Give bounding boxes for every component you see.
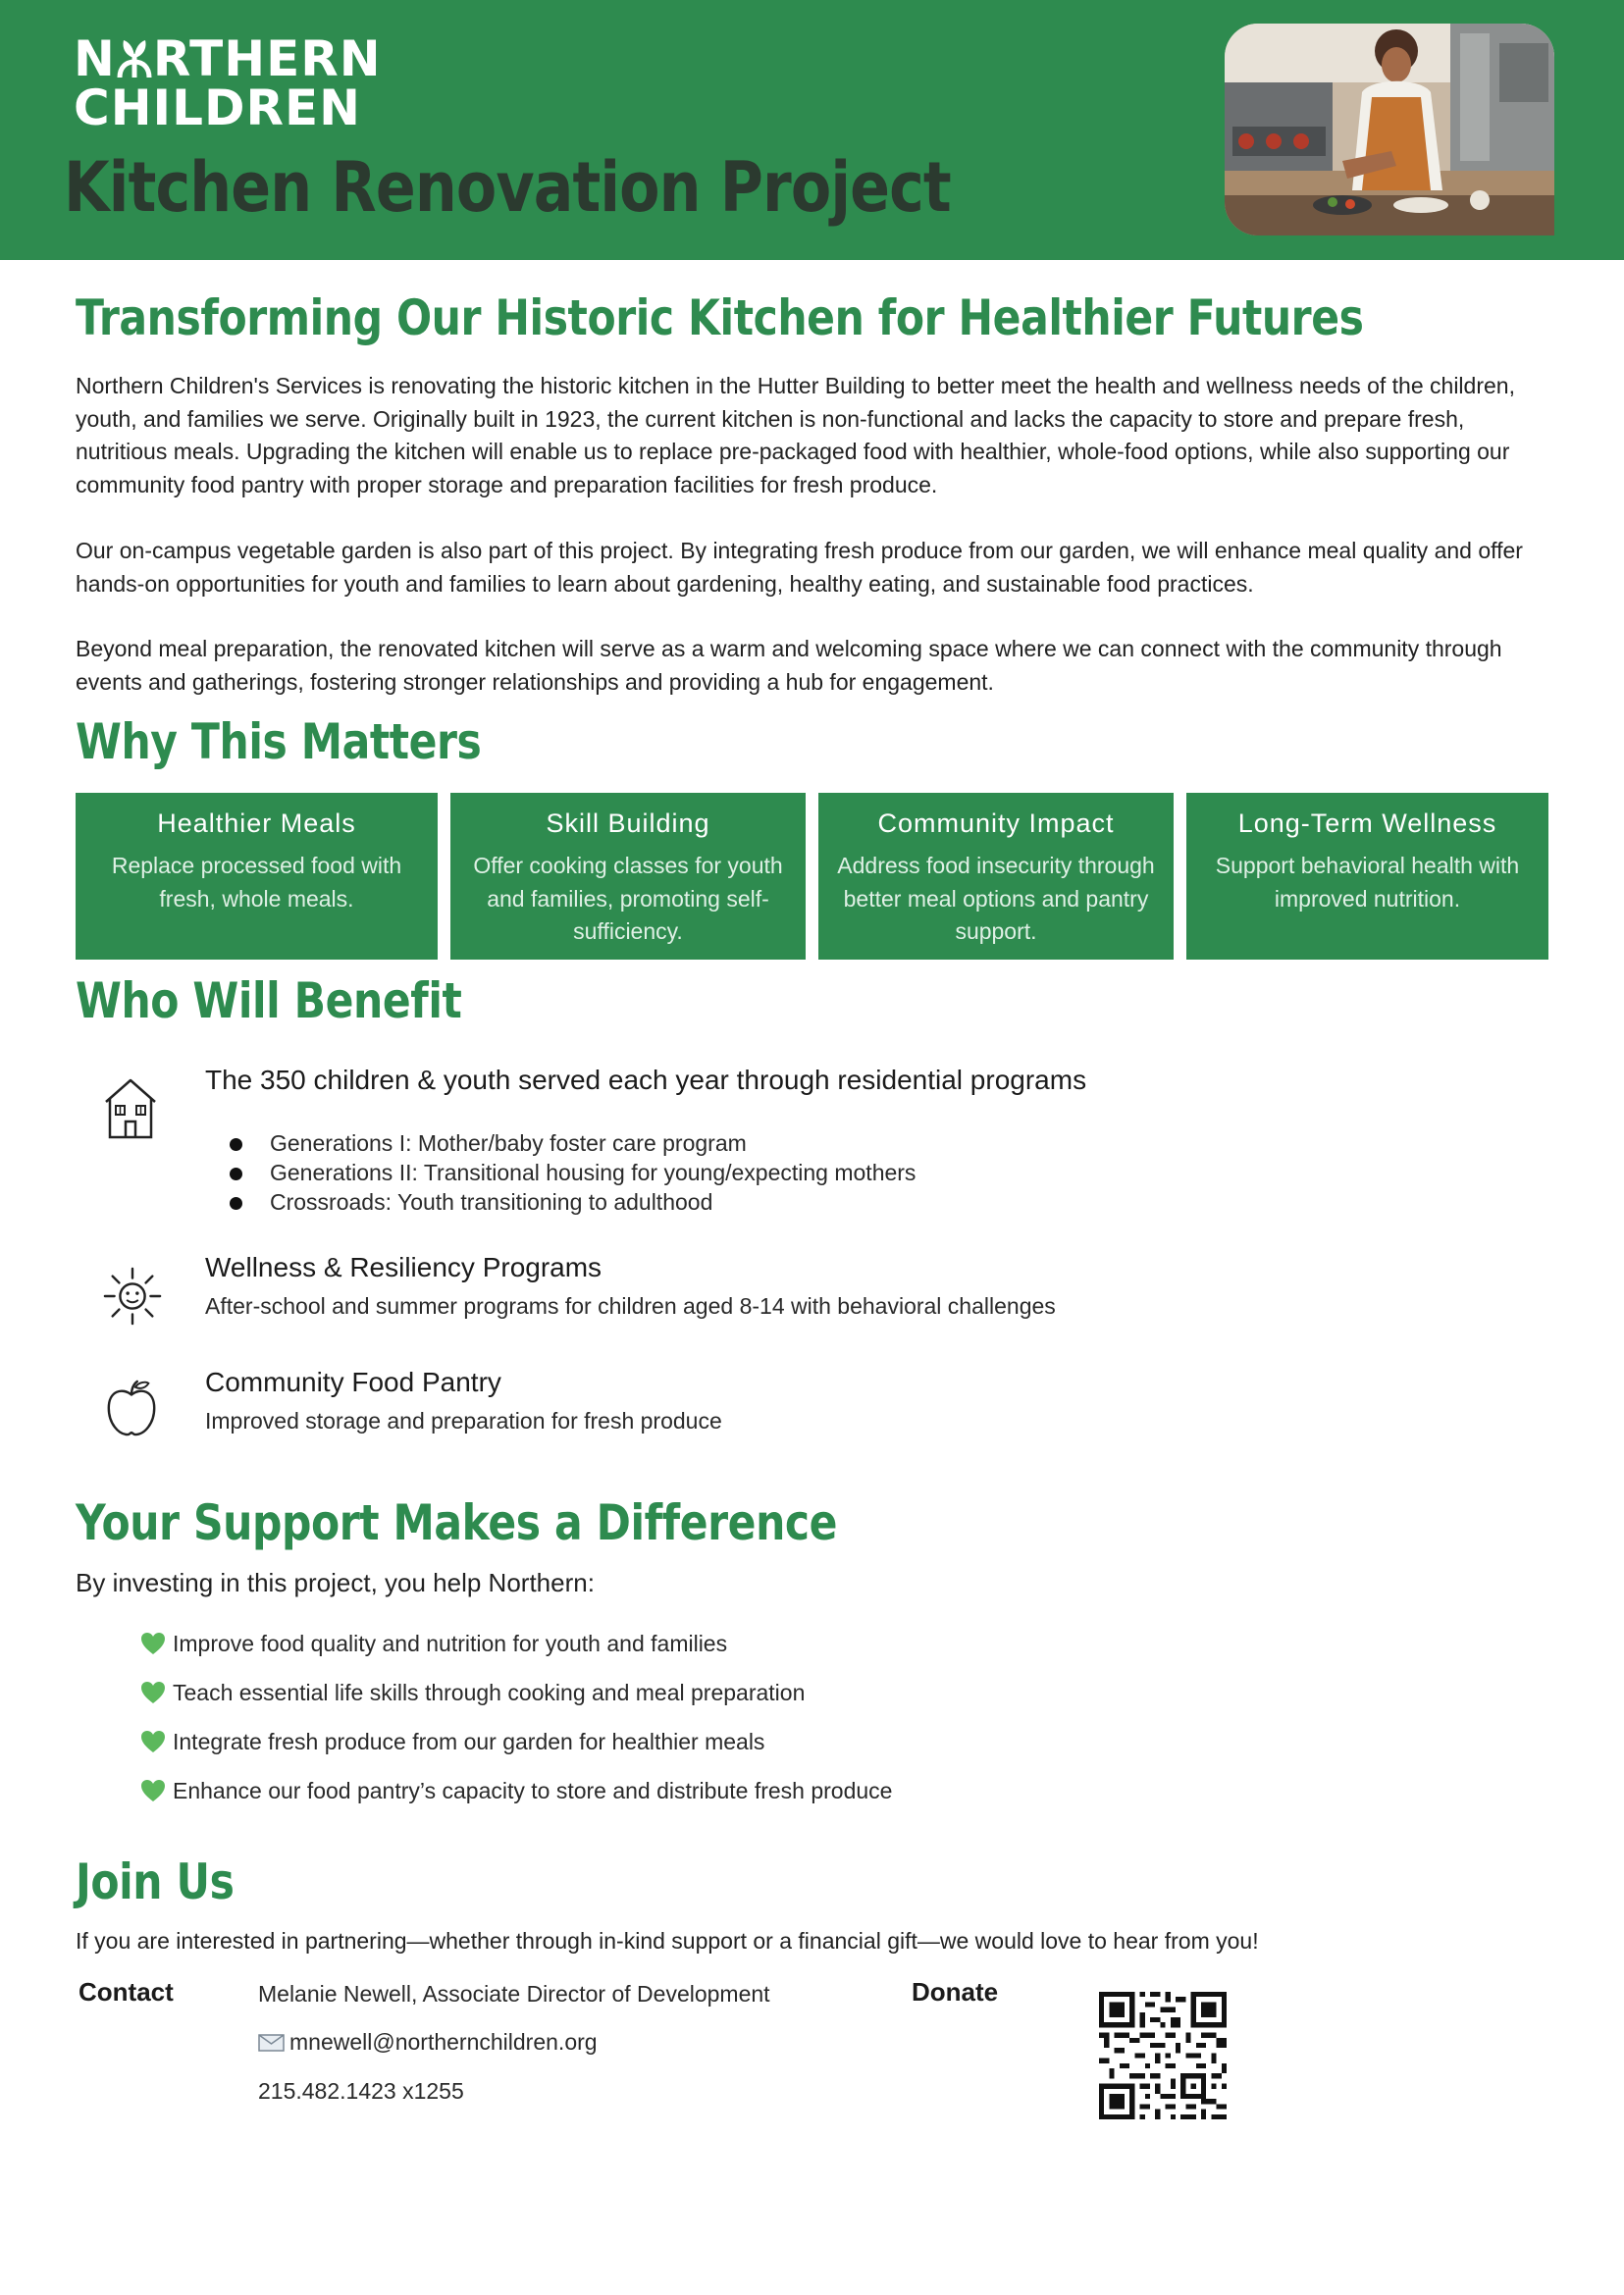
support-item-text: Enhance our food pantry’s capacity to store and distribute fresh produce xyxy=(173,1777,893,1803)
list-item xyxy=(139,1766,892,1815)
intro-heading: Transforming Our Historic Kitchen for Healthier Futures xyxy=(76,289,1364,346)
support-intro: By investing in this project, you help Northern: xyxy=(76,1568,595,1597)
residential-programs-list xyxy=(228,1128,916,1217)
list-item: Crossroads: Youth transitioning to adulthood xyxy=(228,1187,916,1217)
contact-name: Melanie Newell, Associate Director of Development xyxy=(258,1981,770,2007)
list-item: Generations I: Mother/baby foster care program xyxy=(228,1128,916,1158)
food-pantry-subtitle: Improved storage and preparation for fresh produce xyxy=(205,1408,722,1434)
card-title: Long-Term Wellness xyxy=(1237,808,1497,838)
card-healthier-meals xyxy=(76,793,438,960)
wellness-programs-subtitle: After-school and summer programs for children aged 8-14 with behavioral challenges xyxy=(205,1293,1056,1319)
heart-icon xyxy=(139,1778,167,1803)
card-skill-building xyxy=(450,793,806,960)
food-pantry-title: Community Food Pantry xyxy=(205,1367,501,1397)
heart-icon xyxy=(139,1729,167,1754)
support-item-text: Teach essential life skills through cooking and meal preparation xyxy=(173,1679,806,1705)
contact-phone[interactable]: 215.482.1423 x1255 xyxy=(258,2078,464,2104)
logo-sprout-icon xyxy=(116,36,153,79)
support-heading: Your Support Makes a Difference xyxy=(76,1494,838,1551)
contact-email-row xyxy=(258,2029,598,2056)
qr-code[interactable] xyxy=(1099,1992,1227,2119)
list-item xyxy=(139,1717,892,1766)
card-text: Address food insecurity through better meal options and pantry support. xyxy=(837,853,1155,944)
house-icon xyxy=(101,1074,160,1143)
who-heading: Who Will Benefit xyxy=(76,972,462,1029)
sun-icon xyxy=(102,1266,163,1327)
card-text: Replace processed food with fresh, whole meals. xyxy=(111,853,402,912)
header-banner xyxy=(0,0,1624,260)
card-community-impact xyxy=(818,793,1174,960)
card-text: Offer cooking classes for youth and families, promoting self-sufficiency. xyxy=(473,853,783,944)
contact-label: Contact xyxy=(79,1977,174,2007)
envelope-icon xyxy=(258,2034,285,2052)
card-title: Community Impact xyxy=(877,808,1115,838)
support-item-text: Improve food quality and nutrition for youth and families xyxy=(173,1630,728,1656)
card-long-term-wellness xyxy=(1186,793,1548,960)
join-heading: Join Us xyxy=(76,1853,235,1910)
contact-email[interactable]: mnewell@northernchildren.org xyxy=(289,2029,598,2055)
support-item-text: Integrate fresh produce from our garden for healthier meals xyxy=(173,1728,765,1754)
join-text: If you are interested in partnering—whether through in-kind support or a financial gift—we would love to hear from you! xyxy=(76,1928,1259,1954)
northern-children-logo[interactable]: N RTHERN CHILDREN xyxy=(74,30,382,136)
card-title: Healthier Meals xyxy=(157,808,356,838)
page-title: Kitchen Renovation Project xyxy=(64,147,951,228)
heart-icon xyxy=(139,1631,167,1656)
donate-label: Donate xyxy=(912,1977,999,2007)
why-heading: Why This Matters xyxy=(76,713,482,770)
apple-icon xyxy=(103,1377,160,1439)
card-title: Skill Building xyxy=(546,808,710,838)
list-item: Generations II: Transitional housing for young/expecting mothers xyxy=(228,1158,916,1187)
intro-paragraph-1: Northern Children's Services is renovating the historic kitchen in the Hutter Building to better meet the health and wellness needs of the children, youth, and families we serve. Originally built in 1923, the current kitchen is non-functional and lacks the capacity to store and prepare fresh, nutritious meals. Upgrading the kitchen will enable us to replace pre-packaged food with healthier, whole-food options, while also supporting our community food pantry with proper storage and preparation facilities for fresh produce. xyxy=(76,373,1515,497)
list-item xyxy=(139,1619,892,1668)
card-text: Support behavioral health with improved nutrition. xyxy=(1215,853,1520,912)
kitchen-chef-photo xyxy=(1225,24,1554,235)
support-list xyxy=(139,1619,892,1815)
residential-programs-title: The 350 children & youth served each year through residential programs xyxy=(205,1065,1087,1095)
intro-paragraph-3: Beyond meal preparation, the renovated kitchen will serve as a warm and welcoming space where we can connect with the community through events and gatherings, fostering stronger relationships and providing a hub for engagement. xyxy=(76,636,1502,695)
list-item xyxy=(139,1668,892,1717)
heart-icon xyxy=(139,1680,167,1705)
wellness-programs-title: Wellness & Resiliency Programs xyxy=(205,1252,602,1282)
intro-paragraph-2: Our on-campus vegetable garden is also part of this project. By integrating fresh produce from our garden, we will enhance meal quality and offer hands-on opportunities for youth and families to learn about gardening, healthy eating, and sustainable food practices. xyxy=(76,538,1523,597)
